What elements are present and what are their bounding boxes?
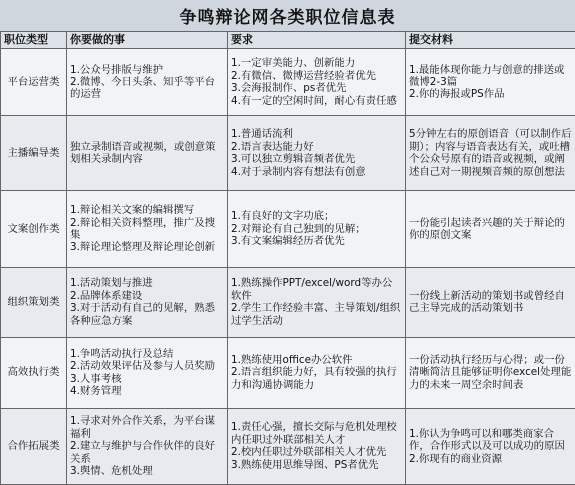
- requirements-cell: [228, 49, 406, 116]
- requirements-cell: [228, 337, 406, 408]
- cell-line: 1.辩论相关文案的编辑撰写: [70, 204, 195, 217]
- cell-line: 4.对于录制内容有想法有创意: [231, 165, 366, 178]
- cell-line: 2.微博、今日头条、知乎等平台的运营: [70, 76, 215, 101]
- job-type-cell: 文案创作类: [1, 191, 67, 267]
- materials-cell: [406, 191, 575, 267]
- table-row: [1, 49, 575, 116]
- table-row: [1, 116, 575, 191]
- materials-cell: [406, 408, 575, 484]
- cell-line: 一份能引起读者兴趣的关于辩论的你的原创文案: [409, 216, 565, 242]
- table-row: [1, 337, 575, 408]
- cell-line: 2.活动效果评估及参与人员奖励: [70, 360, 215, 373]
- tasks-cell: [67, 116, 228, 191]
- cell-line: 1.熟练操作PPT/excel/word等办公软件: [231, 277, 393, 302]
- job-type-cell: 合作拓展类: [1, 408, 67, 484]
- cell-line: 3.辩论理论整理及辩论理论创新: [70, 241, 215, 254]
- cell-line: 1.一定审美能力、创新能力: [231, 57, 356, 70]
- cell-line: 2.语言表达能力好: [231, 140, 314, 153]
- cell-line: 4.有一定的空闲时间，耐心有责任感: [231, 94, 397, 107]
- cell-line: 3.舆情、危机处理: [70, 464, 153, 477]
- cell-line: 5分钟左右的原创语音（可以制作后期）；内容与语音表达有关，或吐槽个公众号原有的语音或视频，或阐述自己对一期视频音频的原创想法: [409, 128, 572, 178]
- cell-line: 1.有良好的文字功底；: [231, 210, 335, 223]
- cell-line: 一份线上新活动的策划书或曾经自己主导完成的活动策划书: [409, 289, 565, 315]
- header-tasks: 你要做的事: [67, 32, 228, 49]
- cell-line: 1.最能体现你能力与创意的排送或微博2-3篇: [409, 63, 565, 89]
- cell-line: 3.有文案编辑经历者优先: [231, 235, 345, 248]
- header-job-type: 职位类型: [1, 32, 67, 49]
- table-title: 争鸣辩论网各类职位信息表: [0, 0, 575, 32]
- tasks-cell: [67, 337, 228, 408]
- header-materials: 提交材料: [406, 32, 575, 49]
- tasks-cell: [67, 408, 228, 484]
- job-type-cell: 主播编导类: [1, 116, 67, 191]
- cell-line: 3.熟练使用思维导图、PS者优先: [231, 458, 379, 471]
- cell-line: 独立录制语音或视频，或创意策划相关录制内容: [70, 140, 216, 166]
- materials-cell: [406, 49, 575, 116]
- materials-cell: [406, 267, 575, 337]
- table-row: [1, 408, 575, 484]
- cell-line: 2.校内任职过外联部相关人才优先: [231, 446, 387, 459]
- cell-line: 3.人事考核: [70, 372, 122, 385]
- cell-line: 1.争鸣活动执行及总结: [70, 347, 174, 360]
- cell-line: 1.熟练使用office办公软件: [231, 354, 353, 366]
- requirements-cell: [228, 116, 406, 191]
- cell-line: 2.学生工作经验丰富、主导策划/组织过学生活动: [231, 302, 401, 327]
- cell-line: 2.你的海报或PS作品: [409, 88, 505, 101]
- job-type-cell: 平台运营类: [1, 49, 67, 116]
- table-row: [1, 267, 575, 337]
- cell-line: 1.寻求对外合作关系，为平台谋福利: [70, 415, 215, 440]
- cell-line: 2.对辩论有自己独到的见解；: [231, 222, 366, 235]
- cell-line: 2.建立与维护与合作伙伴的良好关系: [70, 440, 215, 465]
- requirements-cell: [228, 267, 406, 337]
- cell-line: 3.对于活动有自己的见解，熟悉各种应急方案: [70, 302, 215, 327]
- job-type-cell: 高效执行类: [1, 337, 67, 408]
- tasks-cell: [67, 267, 228, 337]
- cell-line: 2.品牌体系建设: [70, 289, 143, 302]
- requirements-cell: [228, 408, 406, 484]
- cell-line: 2.有微信、微博运营经验者优先: [231, 69, 376, 82]
- cell-line: 1.你认为争鸣可以和哪类商家合作，合作形式以及可以成功的原因: [409, 427, 565, 453]
- cell-line: 1.责任心强，擅长交际与危机处理校内任职过外联部相关人才: [231, 421, 397, 446]
- cell-line: 1.活动策划与推进: [70, 277, 153, 290]
- materials-cell: [406, 116, 575, 191]
- materials-cell: [406, 337, 575, 408]
- requirements-cell: [228, 191, 406, 267]
- cell-line: 3.会海报制作、ps者优先: [231, 82, 347, 95]
- tasks-cell: [67, 191, 228, 267]
- job-info-table: [0, 31, 575, 485]
- cell-line: 4.财务管理: [70, 385, 122, 398]
- cell-line: 3.可以独立剪辑音频者优先: [231, 153, 356, 166]
- cell-line: 一份活动执行经历与心得；或一份清晰简洁且能够证明你excel处理能力的未来一周空余时间表: [409, 354, 572, 391]
- table-row: [1, 191, 575, 267]
- tasks-cell: [67, 49, 228, 116]
- cell-line: 2.辩论相关资料整理，推广及搜集: [70, 216, 215, 242]
- job-type-cell: 组织策划类: [1, 267, 67, 337]
- cell-line: 1.普通话流利: [231, 128, 293, 141]
- cell-line: 2.语言组织能力好，具有较强的执行力和沟通协调能力: [231, 366, 397, 391]
- cell-line: 2.你现有的商业资源: [409, 452, 503, 465]
- header-requirements: 要求: [228, 32, 406, 49]
- cell-line: 1.公众号排版与维护: [70, 63, 164, 76]
